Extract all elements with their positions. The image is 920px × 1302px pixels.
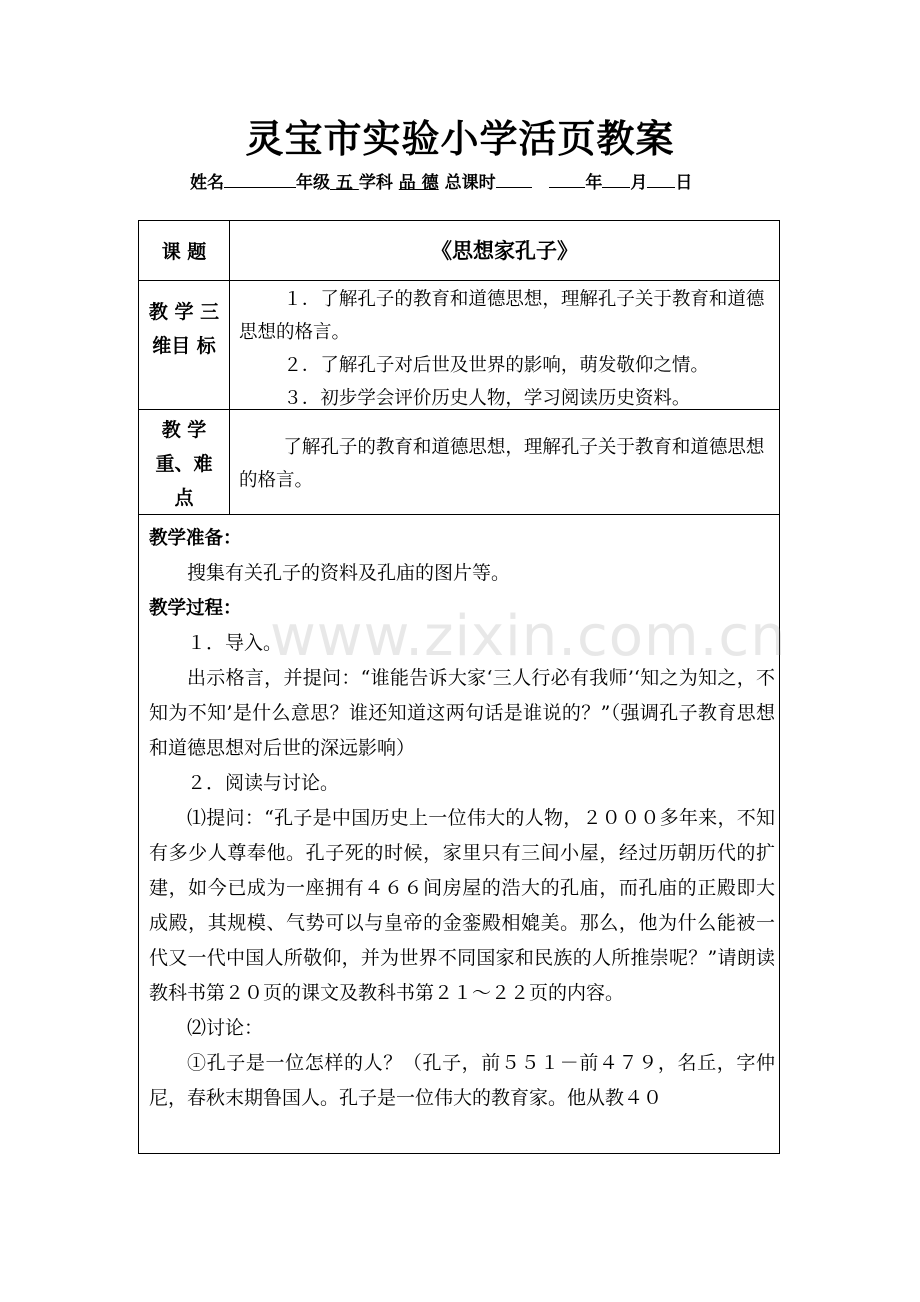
step2-question1: ⑴提问：“孔子是中国历史上一位伟大的人物，２０００多年来，不知有多少人尊奉他。孔子死的时候，家里只有三间小屋，经过历朝历代的扩建，如今已成为一座拥有４６６间房屋的浩大的孔庙，而孔庙的正殿即大成殿，其规模、气势可以与皇帝的金銮殿相媲美。那么，他为什么能被一代又一代中国人所敬仰，并为世界不同国家和民族的人所推崇呢？”请朗读教科书第２０页的课文及教科书第２１～２２页的内容。	[149, 807, 775, 1004]
total-lessons-blank	[496, 170, 532, 188]
step-heading: １．导入。	[187, 632, 283, 654]
goals-label: 教 学 三 维目 标	[148, 301, 220, 357]
goal-item: ２．了解孔子对后世及世界的影响，萌发敬仰之情。	[283, 355, 709, 376]
goal-item: １．了解孔子的教育和道德思想，理解孔子关于教育和道德思想的格言。	[239, 289, 765, 343]
topic-value: 《思想家孔子》	[431, 239, 578, 263]
name-label: 姓名	[190, 173, 224, 193]
step1-text: 出示格言，并提问：“谁能告诉大家‘三人行必有我师’‘知之为知之，不知为不知’是什么意思？谁还知道这两句话是谁说的？”（强调孔子教育思想和道德思想对后世的深远影响）	[149, 667, 775, 759]
grade-label: 年级	[296, 173, 330, 193]
step2-question2-item: ①孔子是一位怎样的人？（孔子，前５５１－前４７９，名丘，字仲尼，春秋末期鲁国人。孔子是一位伟大的教育家。他从教４０	[149, 1052, 775, 1109]
watermark: www.zixin.com.cn	[270, 604, 787, 669]
goals-cell	[239, 283, 769, 415]
process-heading: 教学过程：	[149, 598, 242, 619]
row-divider	[139, 280, 779, 281]
subject-value: 品 德	[398, 173, 439, 193]
year-blank	[549, 170, 585, 188]
lesson-plan-table	[138, 220, 780, 1154]
column-divider	[229, 221, 230, 515]
year-label: 年	[585, 173, 603, 193]
prep-text: 搜集有关孔子的资料及孔庙的图片等。	[187, 562, 511, 584]
page-title: 灵宝市实验小学活页教案	[245, 117, 675, 161]
step-heading: ２．阅读与讨论。	[187, 772, 340, 794]
month-blank	[602, 170, 630, 188]
goal-item: ３．初步学会评价历史人物，学习阅读历史资料。	[283, 388, 691, 409]
name-blank	[224, 170, 296, 188]
month-label: 月	[630, 173, 648, 193]
total-lessons-label: 总课时	[444, 173, 496, 193]
step2-question2: ⑵讨论：	[187, 1017, 264, 1039]
grade-value: 五	[335, 173, 353, 193]
key-points-cell	[239, 431, 769, 497]
day-label: 日	[675, 173, 693, 193]
subject-label: 学科	[358, 173, 393, 193]
row-divider	[139, 514, 779, 515]
prep-heading: 教学准备：	[149, 528, 242, 549]
topic-label: 课 题	[161, 241, 207, 263]
key-points-label: 教 学 重、难 点	[155, 419, 213, 509]
info-line	[190, 168, 692, 193]
day-blank	[647, 170, 675, 188]
key-points-text: 了解孔子的教育和道德思想，理解孔子关于教育和道德思想的格言。	[239, 437, 765, 491]
